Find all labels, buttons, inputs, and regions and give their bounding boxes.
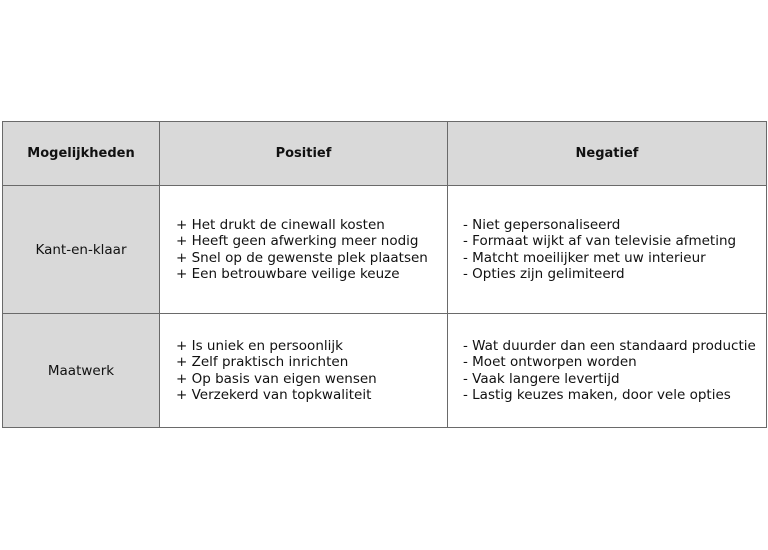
list-item: + Zelf praktisch inrichten [176, 354, 349, 371]
list-item: - Moet ontworpen worden [463, 354, 637, 371]
header-row [3, 122, 767, 186]
header-positive: Positief [160, 122, 448, 186]
negative-list [448, 314, 767, 428]
list-item: + Is uniek en persoonlijk [176, 338, 343, 355]
list-item: + Verzekerd van topkwaliteit [176, 386, 372, 403]
list-item: + Het drukt de cinewall kosten [176, 217, 385, 234]
positive-list [160, 314, 448, 428]
comparison-table [2, 121, 767, 428]
list-item: - Formaat wijkt af van televisie afmeting [463, 233, 737, 250]
list-item: + Snel op de gewenste plek plaatsen [176, 249, 428, 266]
list-item: - Lastig keuzes maken, door vele opties [463, 386, 731, 403]
list-item: - Matcht moeilijker met uw interieur [463, 249, 706, 266]
list-item: + Op basis van eigen wensen [176, 370, 377, 387]
header-negative: Negatief [448, 122, 767, 186]
list-item: + Heeft geen afwerking meer nodig [176, 233, 419, 250]
list-item: - Niet gepersonaliseerd [463, 217, 621, 234]
list-item: - Wat duurder dan een standaard productie [463, 338, 756, 355]
header-options: Mogelijkheden [3, 122, 160, 186]
row-label-kant-en-klaar: Kant-en-klaar [3, 186, 160, 314]
row-label-maatwerk: Maatwerk [3, 314, 160, 428]
negative-list [448, 186, 767, 314]
table-row [3, 314, 767, 428]
positive-list [160, 186, 448, 314]
list-item: - Vaak langere levertijd [463, 370, 620, 387]
list-item: - Opties zijn gelimiteerd [463, 265, 625, 282]
table-row [3, 186, 767, 314]
list-item: + Een betrouwbare veilige keuze [176, 265, 400, 282]
